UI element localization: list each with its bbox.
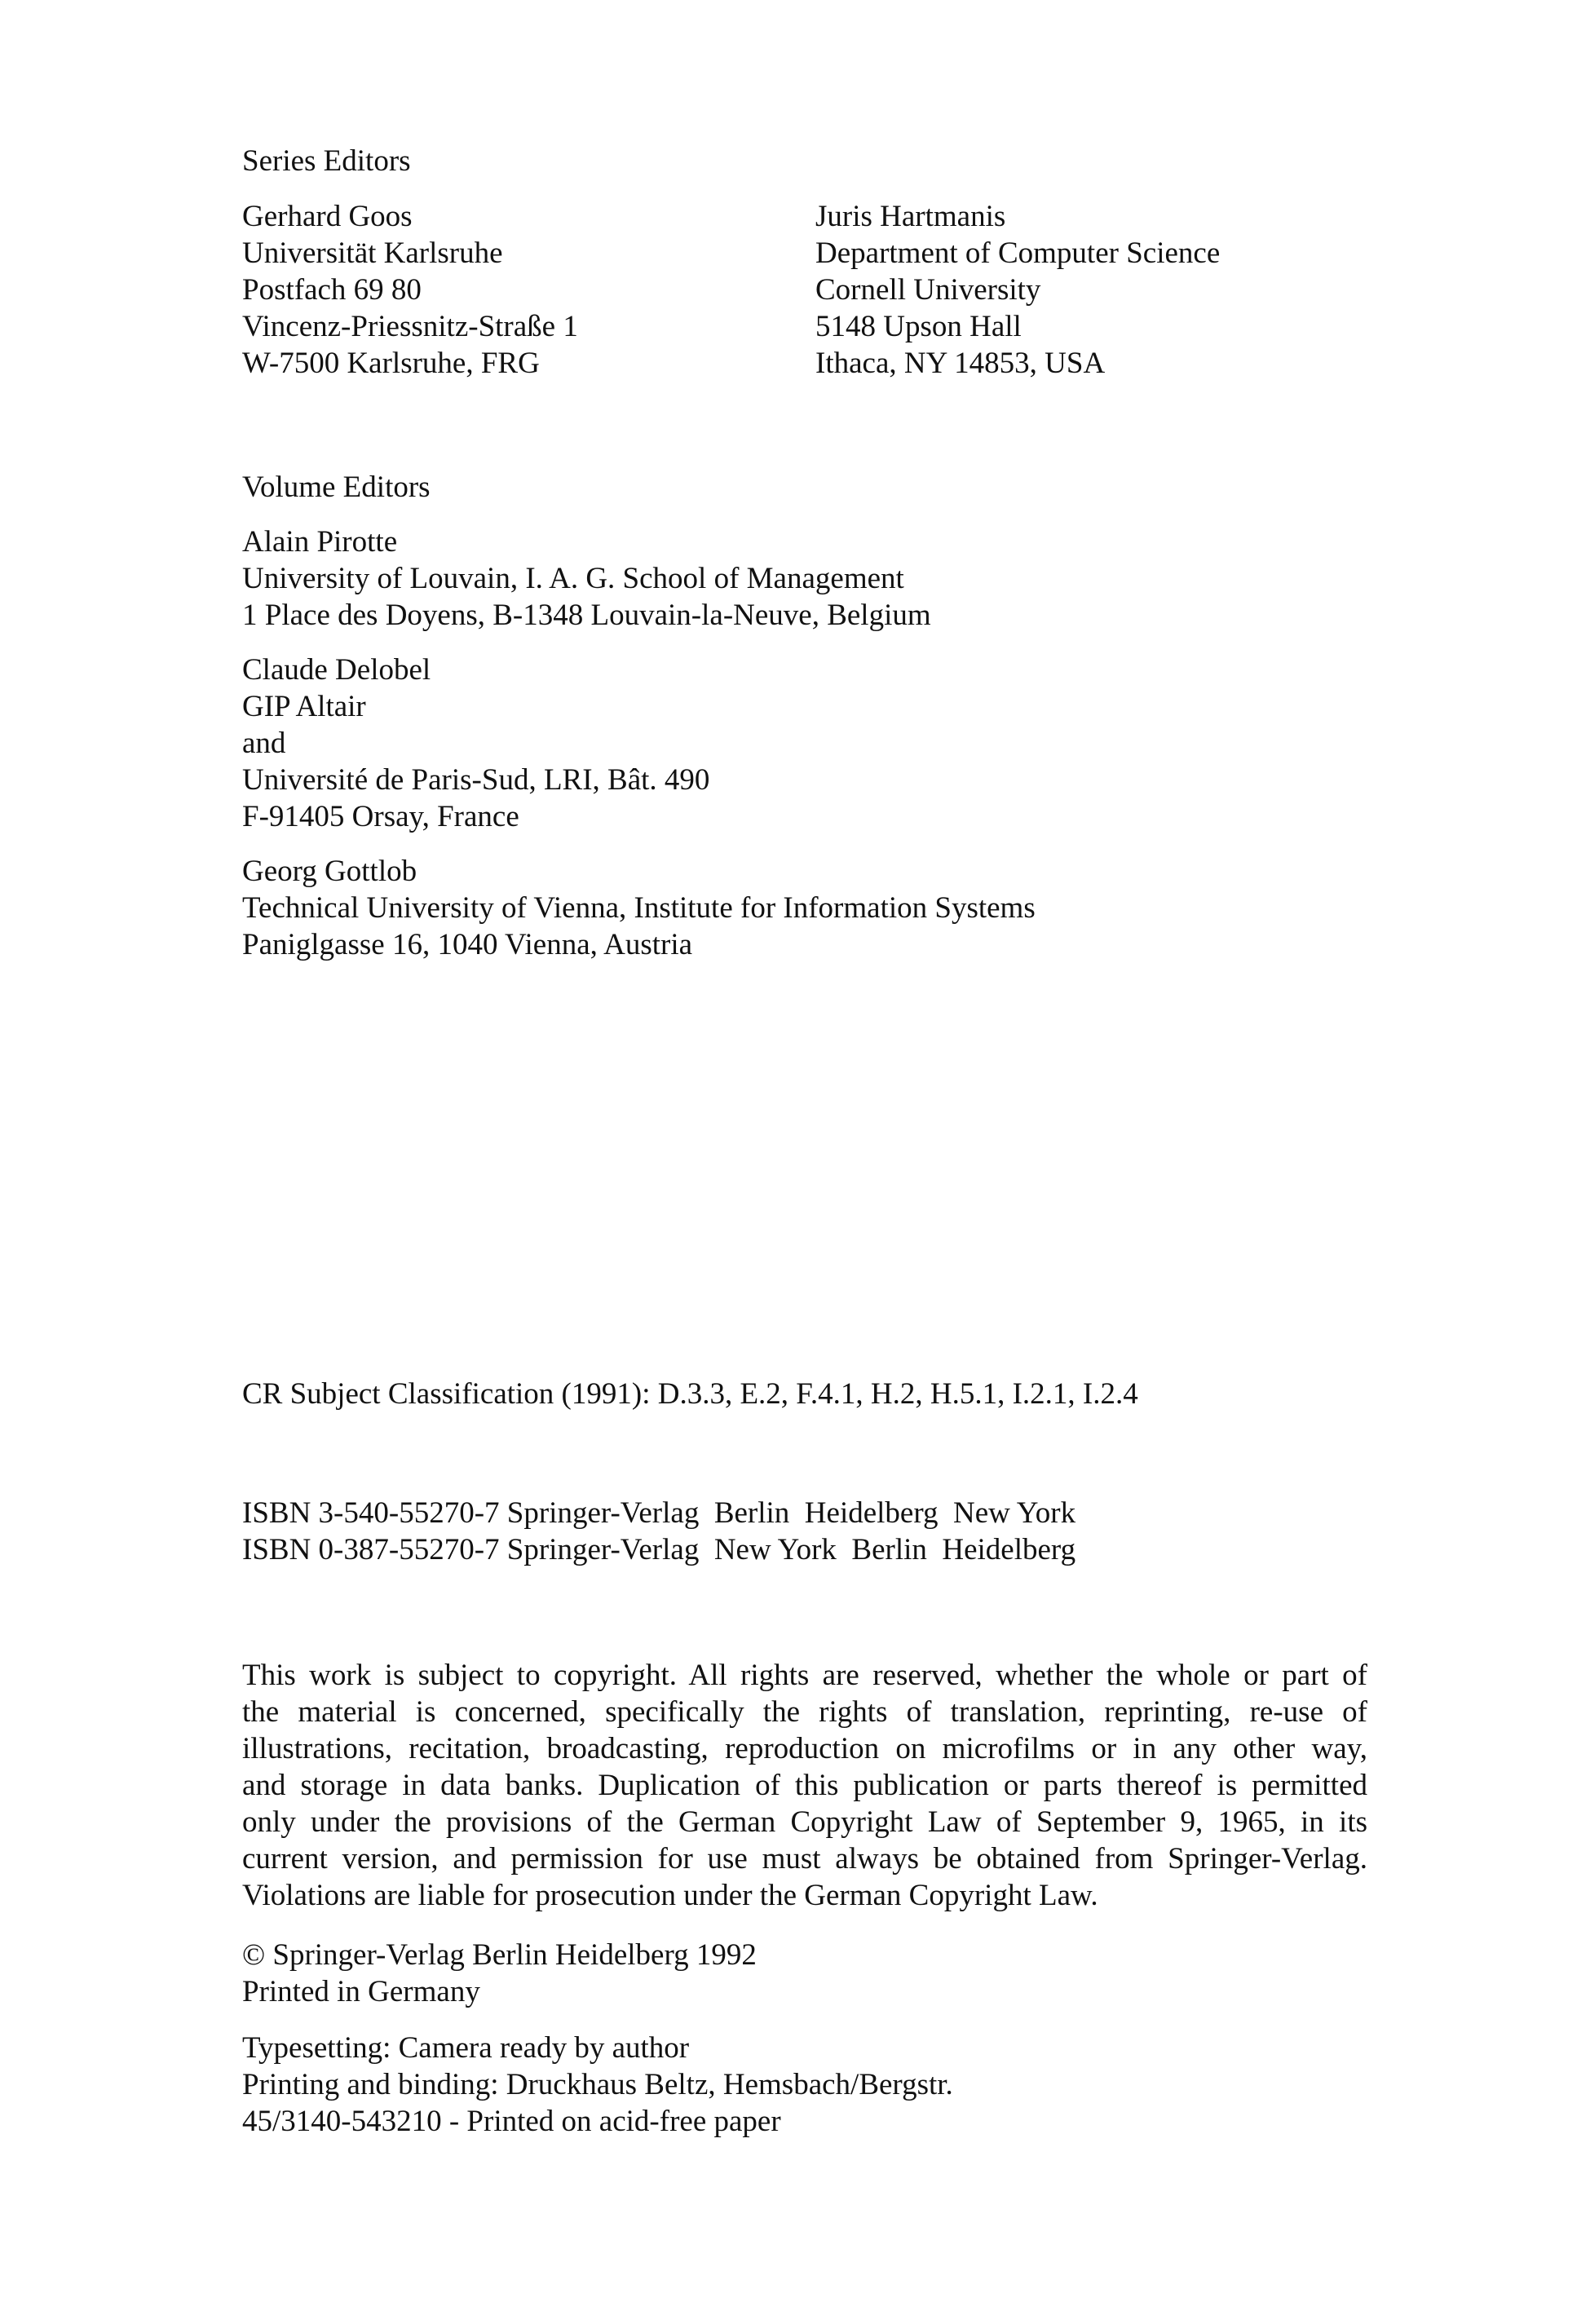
editor-address-line: F-91405 Orsay, France bbox=[242, 800, 519, 833]
volume-editor-gottlob bbox=[242, 853, 1036, 963]
editor-address-line: Postfach 69 80 bbox=[242, 273, 422, 307]
isbn-section bbox=[242, 1495, 1075, 1568]
editor-address-line: 1 Place des Doyens, B-1348 Louvain-la-Neuve, Belgium bbox=[242, 599, 931, 632]
print-code-line: 45/3140-543210 - Printed on acid-free paper bbox=[242, 2105, 781, 2138]
production-section bbox=[242, 2030, 953, 2140]
copyright-notice-line: and storage in data banks. Duplication of this publication or parts thereof is permitted bbox=[242, 1769, 1367, 1802]
editor-address-line: Paniglgasse 16, 1040 Vienna, Austria bbox=[242, 928, 693, 961]
editor-address-line: 5148 Upson Hall bbox=[815, 310, 1022, 343]
editor-address-line: Cornell University bbox=[815, 273, 1041, 307]
cr-subject-classification: CR Subject Classification (1991): D.3.3, E.2, F.4.1, H.2, H.5.1, I.2.1, I.2.4 bbox=[242, 1377, 1138, 1411]
editor-address-line: Ithaca, NY 14853, USA bbox=[815, 347, 1106, 380]
editor-address-line: GIP Altair bbox=[242, 690, 366, 723]
editor-address-line: Vincenz-Priessnitz-Straße 1 bbox=[242, 310, 578, 343]
series-editor-goos bbox=[242, 198, 578, 382]
isbn-line: ISBN 3-540-55270-7 Springer-Verlag Berlin Heidelberg New York bbox=[242, 1496, 1076, 1530]
editor-address-line: Gerhard Goos bbox=[242, 200, 413, 233]
copyright-notice-line: the material is concerned, specifically the rights of translation, reprinting, re-use of bbox=[242, 1695, 1367, 1729]
isbn-line: ISBN 0-387-55270-7 Springer-Verlag New York Berlin Heidelberg bbox=[242, 1533, 1076, 1566]
copyright-line-section bbox=[242, 1937, 757, 2010]
editor-address-line: Université de Paris-Sud, LRI, Bât. 490 bbox=[242, 763, 710, 797]
printing-binding-line: Printing and binding: Druckhaus Beltz, Hemsbach/Bergstr. bbox=[242, 2068, 953, 2101]
series-editors-section bbox=[242, 143, 411, 179]
copyright-notice-line: This work is subject to copyright. All rights are reserved, whether the whole or part of bbox=[242, 1659, 1367, 1692]
editor-address-line: W-7500 Karlsruhe, FRG bbox=[242, 347, 540, 380]
classification-section bbox=[242, 1376, 1138, 1412]
series-editor-hartmanis bbox=[815, 198, 1220, 382]
copyright-notice-line: Violations are liable for prosecution under the German Copyright Law. bbox=[242, 1879, 1098, 1912]
editor-address-line: Alain Pirotte bbox=[242, 525, 398, 559]
copyright-holder: © Springer-Verlag Berlin Heidelberg 1992 bbox=[242, 1938, 757, 1972]
copyright-notice-line: illustrations, recitation, broadcasting, reproduction on microfilms or in any other way, bbox=[242, 1732, 1367, 1765]
copyright-notice bbox=[242, 1657, 1367, 1914]
volume-editor-pirotte bbox=[242, 524, 1036, 634]
volume-editor-delobel bbox=[242, 652, 1036, 835]
typesetting-line: Typesetting: Camera ready by author bbox=[242, 2031, 690, 2065]
editor-address-line: Department of Computer Science bbox=[815, 236, 1221, 270]
editor-address-line: Georg Gottlob bbox=[242, 855, 417, 888]
series-editors-heading: Series Editors bbox=[242, 144, 411, 178]
editor-address-line: University of Louvain, I. A. G. School of Management bbox=[242, 562, 904, 595]
copyright-notice-line: only under the provisions of the German Copyright Law of September 9, 1965, in its bbox=[242, 1805, 1367, 1839]
editor-address-line: and bbox=[242, 727, 286, 760]
editor-address-line: Universität Karlsruhe bbox=[242, 236, 503, 270]
copyright-notice-line: current version, and permission for use must always be obtained from Springer-Verlag. bbox=[242, 1842, 1367, 1876]
editor-address-line: Technical University of Vienna, Institute for Information Systems bbox=[242, 891, 1036, 925]
volume-editors-heading: Volume Editors bbox=[242, 471, 431, 504]
editor-address-line: Claude Delobel bbox=[242, 653, 431, 687]
editor-address-line: Juris Hartmanis bbox=[815, 200, 1006, 233]
printed-in: Printed in Germany bbox=[242, 1975, 480, 2008]
volume-editors-section bbox=[242, 469, 1036, 981]
